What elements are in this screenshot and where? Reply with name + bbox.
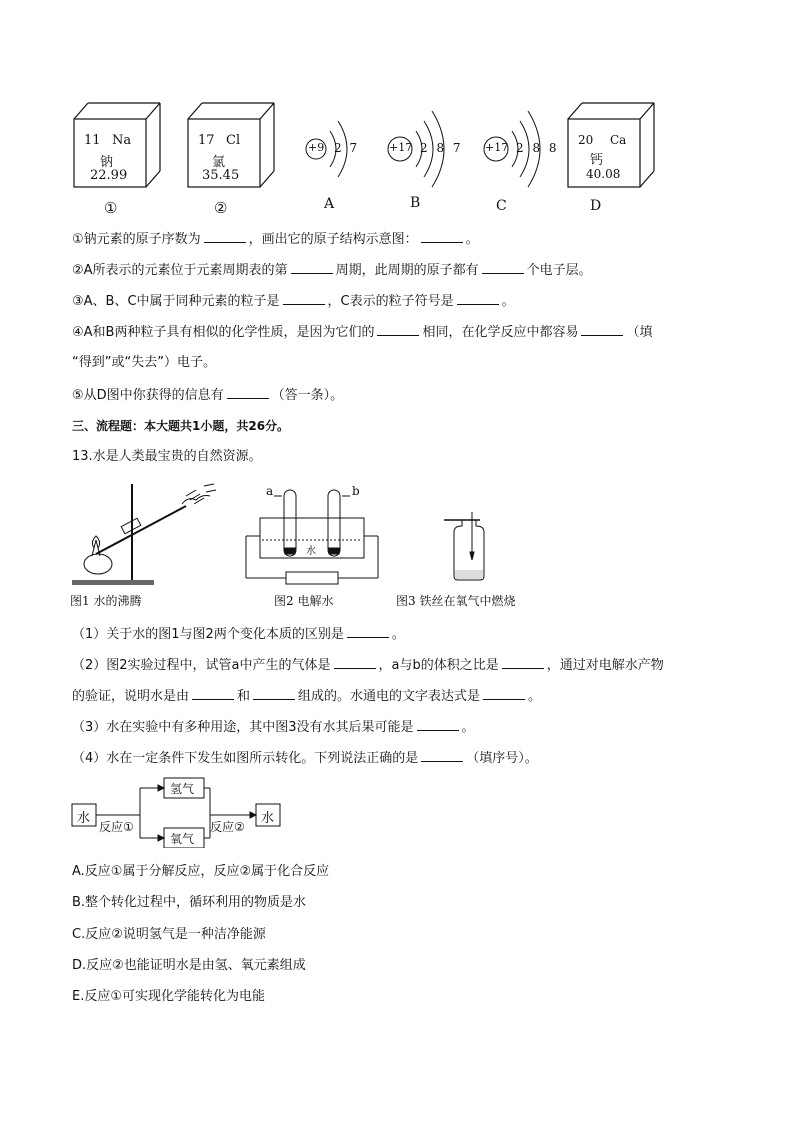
q12-item-3-text-a: ③A、B、C中属于同种元素的粒子是 [72,294,280,309]
q12-item-3-text-c: 。 [501,294,515,309]
q12-item-5 [72,386,343,405]
q13-sub-4-text-a: （4）水在一定条件下发生如图所示转化。下列说法正确的是 [72,751,419,766]
q13-sub-2 [72,656,664,675]
q12-item-3 [72,292,515,311]
fig2-caption: 图2 电解水 [274,594,334,608]
cell-ca-mass: 40.08 [586,167,621,181]
option-e[interactable]: E.反应①可实现化学能转化为电能 [72,989,266,1004]
section-heading: 三、流程题：本大题共1小题，共26分。 [72,419,290,433]
q12-item-5-text-a: ⑤从D图中你获得的信息有 [72,388,224,403]
element-figure [60,95,660,220]
q13-sub-4 [72,749,538,768]
q12-item-2 [72,261,592,280]
answer-blank[interactable] [253,687,295,700]
atom-b-nucleus: +17 [389,141,413,154]
flow-water-end-label: 水 [261,811,275,826]
q12-item-2-text-c: 个电子层。 [526,263,592,278]
q13-sub-1-text-b: 。 [391,627,405,642]
q12-item-1-text-a: ①钠元素的原子序数为 [72,232,201,247]
q13-sub-2-text-g: 。 [528,689,542,704]
option-c[interactable]: C.反应②说明氢气是一种洁净能源 [72,927,266,942]
q13-sub-1-text-a: （1）关于水的图1与图2两个变化本质的区别是 [72,627,344,642]
q12-item-4-continued: “得到”或“失去”）电子。 [72,355,216,370]
option-b[interactable]: B.整个转化过程中，循环利用的物质是水 [72,895,307,910]
atom-b-shells: 2 8 7 [420,141,461,155]
cell-na-label: ① [104,199,118,217]
flow-oxygen-label: 氧气 [170,832,195,846]
answer-blank[interactable] [347,625,389,638]
answer-blank[interactable] [227,386,269,399]
option-a[interactable]: A.反应①属于分解反应，反应②属于化合反应 [72,864,330,879]
atom-a-shells: 2 7 [334,141,358,155]
q13-sub-2-text-e: 和 [237,689,251,704]
q13-sub-3-text-a: （3）水在实验中有多种用途，其中图3没有水其后果可能是 [72,720,414,735]
fig3-iron-wire-apparatus [444,512,484,580]
element-figure-drawing [60,95,660,220]
q13-figures-drawing [66,476,566,594]
cell-na-name: 钠 [100,155,114,170]
q12-item-3-text-b: ，C表示的粒子符号是 [327,294,454,309]
answer-blank[interactable] [283,292,325,305]
fig2-water-label: 水 [306,546,316,557]
q13-sub-2-text-f: 组成的。水通电的文字表达式是 [298,689,481,704]
answer-blank[interactable] [417,718,459,731]
q12-item-2-text-a: ②A所表示的元素位于元素周期表的第 [72,263,288,278]
q13-sub-2-continued [72,687,541,706]
q13-sub-2-text-a: （2）图2实验过程中，试管a中产生的气体是 [72,658,331,673]
answer-blank[interactable] [581,323,623,336]
fig3-caption: 图3 铁丝在氧气中燃烧 [396,594,516,608]
atom-a-nucleus: +9 [308,141,325,154]
answer-blank[interactable] [334,656,376,669]
answer-blank[interactable] [457,292,499,305]
q12-item-1-text-b: ，画出它的原子结构示意图： [248,232,418,247]
atom-c-shells: 2 8 8 [516,141,557,155]
answer-blank[interactable] [502,656,544,669]
flow-hydrogen-label: 氢气 [170,782,195,796]
q13-sub-2-text-b: ，a与b的体积之比是 [378,658,499,673]
answer-blank[interactable] [482,261,524,274]
q13-figures [66,476,566,594]
answer-blank[interactable] [204,230,246,243]
atom-c-nucleus: +17 [485,141,509,154]
cell-ca-name: 钙 [590,153,604,168]
atom-b-label: B [410,195,421,211]
flow-water-start-label: 水 [77,811,91,826]
answer-blank[interactable] [421,749,463,762]
answer-blank[interactable] [291,261,333,274]
q12-item-4-text-a: ④A和B两种粒子具有相似的化学性质，是因为它们的 [72,325,375,340]
cell-na-mass: 22.99 [90,168,128,183]
cell-na-number: 11 [84,133,101,148]
answer-blank[interactable] [192,687,234,700]
answer-blank[interactable] [377,323,419,336]
q13-sub-4-text-b: （填序号）。 [466,751,538,766]
option-d[interactable]: D.反应②也能证明水是由氢、氧元素组成 [72,958,306,973]
flow-reaction-2-label: 反应② [210,820,245,834]
fig1-caption: 图1 水的沸腾 [70,594,142,608]
cell-na-symbol: Na [112,133,132,148]
flow-reaction-1-label: 反应① [99,820,134,834]
fig2-label-a: a [266,484,274,498]
q12-item-4 [72,323,653,342]
cell-cl-label: ② [214,199,228,217]
cell-ca-label: D [590,198,602,214]
cell-cl-number: 17 [198,133,215,148]
q12-item-1 [72,230,479,249]
q12-item-2-text-b: 周期，此周期的原子都有 [335,263,479,278]
cell-cl-mass: 35.45 [202,168,240,183]
answer-blank[interactable] [421,230,463,243]
cell-cl-symbol: Cl [226,133,241,148]
q13-stem: 13.水是人类最宝贵的自然资源。 [72,449,262,464]
fig2-electrolysis-apparatus [246,490,378,584]
q13-sub-1 [72,625,405,644]
q12-item-4-text-b: 相同，在化学反应中都容易 [422,325,579,340]
cell-cl-name: 氯 [212,155,226,170]
q12-item-4-text-c: （填 [626,325,653,340]
atom-a-label: A [324,196,335,212]
q13-sub-3 [72,718,475,737]
cell-ca-number: 20 [578,133,594,147]
q13-sub-2-text-c: ，通过对电解水产物 [546,658,664,673]
fig2-label-b: b [352,484,360,498]
q13-sub-2-text-d: 的验证，说明水是由 [72,689,190,704]
q12-item-5-text-b: （答一条）。 [271,388,344,403]
q12-item-1-text-c: 。 [465,232,479,247]
fig1-boiling-apparatus [72,484,216,585]
atom-c-label: C [496,198,507,214]
q13-sub-3-text-b: 。 [461,720,475,735]
water-cycle-flow-diagram [70,776,300,848]
cell-ca-symbol: Ca [610,133,627,147]
answer-blank[interactable] [483,687,525,700]
